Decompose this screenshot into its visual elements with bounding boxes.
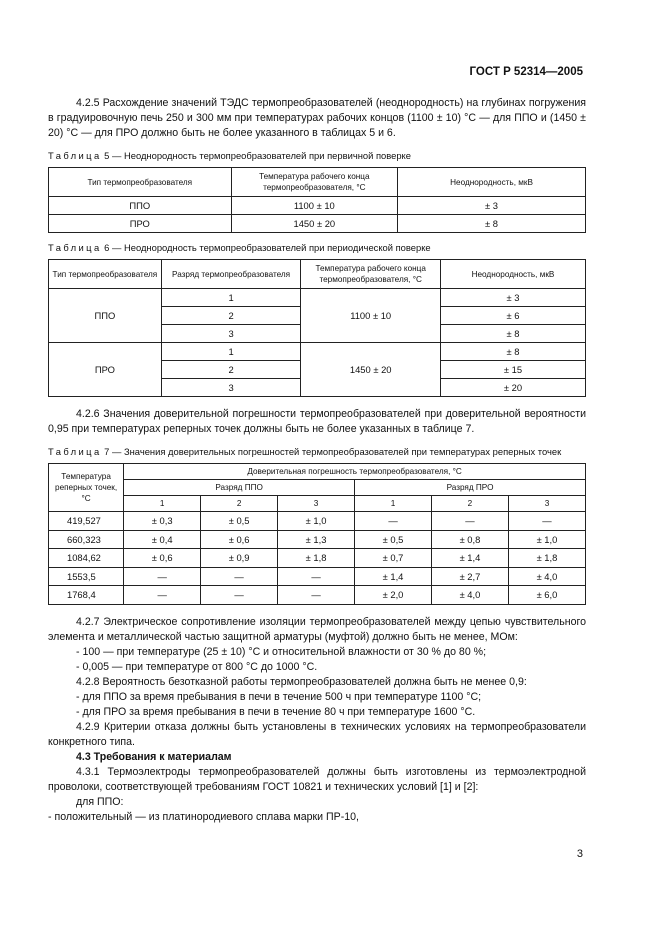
t7-cell: 1768,4 [49, 586, 124, 605]
t7-cell: ± 0,3 [124, 512, 201, 531]
paragraph-4-2-7-b: - 0,005 — при температуре от 800 °С до 1000 °С. [76, 660, 318, 673]
t7-header-pro: Разряд ПРО [355, 480, 586, 496]
table5-caption [48, 149, 586, 162]
t7-cell: ± 1,8 [278, 549, 355, 568]
paragraph-4-2-9: 4.2.9 Критерии отказа должны быть установлены в технических условиях на термопреобразователи конкретного типа. [48, 720, 586, 748]
t6-cell: ± 6 [440, 307, 585, 325]
t5-cell: 1450 ± 20 [231, 215, 397, 233]
t6-cell: 3 [161, 325, 301, 343]
table5-caption-label: Таблица [48, 150, 102, 161]
t6-temp-cell: 1450 ± 20 [301, 343, 441, 397]
t6-cell: ± 8 [440, 325, 585, 343]
t7-cell: ± 1,0 [508, 530, 585, 549]
t7-cell: ± 0,8 [431, 530, 508, 549]
t6-temp-cell: 1100 ± 10 [301, 289, 441, 343]
table-row [49, 530, 586, 549]
t6-cell: 1 [161, 289, 301, 307]
t6-type-cell: ПРО [49, 343, 162, 397]
t7-cell: ± 0,4 [124, 530, 201, 549]
t7-cell: ± 0,5 [201, 512, 278, 531]
t7-header-main: Доверительная погрешность термопреобразователя, °С [124, 464, 586, 480]
table7-caption-text: 7 — Значения доверительных погрешностей термопреобразователей при температурах реперных точек [104, 446, 562, 457]
t7-cell: ± 2,7 [431, 567, 508, 586]
paragraph-4-2-7-a: - 100 — при температуре (25 ± 10) °С и относительной влажности от 30 % до 80 %; [76, 645, 487, 658]
table-row [49, 215, 586, 233]
t6-cell: ± 8 [440, 343, 585, 361]
t7-cell: 1553,5 [49, 567, 124, 586]
t7-cell: — [355, 512, 432, 531]
table-7 [48, 463, 586, 605]
t5-header-nonuniformity: Неоднородность, мкВ [398, 168, 586, 197]
t7-cell: ± 0,6 [124, 549, 201, 568]
table-row [49, 567, 586, 586]
t7-cell: ± 1,4 [431, 549, 508, 568]
section-heading-4-3: 4.3 Требования к материалам [76, 750, 232, 763]
table6-caption-text: 6 — Неоднородность термопреобразователей при периодической поверке [104, 242, 431, 253]
t6-cell: 2 [161, 307, 301, 325]
t7-cell: ± 1,0 [278, 512, 355, 531]
t5-cell: ± 3 [398, 197, 586, 215]
t7-cell: — [124, 586, 201, 605]
t7-cell: 660,323 [49, 530, 124, 549]
t7-subheader: 2 [431, 496, 508, 512]
t7-cell: — [278, 586, 355, 605]
t7-cell: 1084,62 [49, 549, 124, 568]
t7-cell: — [278, 567, 355, 586]
t6-cell: 2 [161, 361, 301, 379]
t6-cell: ± 3 [440, 289, 585, 307]
document-header: ГОСТ Р 52314—2005 [469, 66, 583, 78]
t7-cell: ± 6,0 [508, 586, 585, 605]
t7-subheader: 3 [278, 496, 355, 512]
table-row [49, 197, 586, 215]
paragraph-4-2-7: 4.2.7 Электрическое сопротивление изоляции термопреобразователей между цепью чувствительного элемента и металлической частью защитной арматуры (муфтой) должно быть не менее, МОм: [48, 615, 586, 643]
t7-cell: 419,527 [49, 512, 124, 531]
t5-cell: ПРО [49, 215, 232, 233]
t7-header-temp: Температура реперных точек, °С [49, 464, 124, 512]
t6-header-class: Разряд термопреобразователя [161, 260, 301, 289]
paragraph-4-2-5: 4.2.5 Расхождение значений ТЭДС термопреобразователей (неоднородность) на глубинах погружения в градуировочную печь 250 и 300 мм при температурах рабочих концов (1100 ± 10) °С — для ППО и (1450 ± 20) °С — для ПРО должно быть не более указанного в таблицах 5 и 6. [48, 97, 586, 139]
t7-cell: ± 1,4 [355, 567, 432, 586]
t7-cell: — [508, 512, 585, 531]
t5-cell: ± 8 [398, 215, 586, 233]
t5-cell: 1100 ± 10 [231, 197, 397, 215]
t6-cell: 3 [161, 379, 301, 397]
t7-cell: ± 0,6 [201, 530, 278, 549]
t5-cell: ППО [49, 197, 232, 215]
paragraph-4-3-1: 4.3.1 Термоэлектроды термопреобразователей должны быть изготовлены из термоэлектродной проволоки, соответствующей требованиям ГОСТ 10821 и технических условий [1] и [2]: [48, 765, 586, 793]
paragraph-4-2-8-a: - для ППО за время пребывания в печи в течение 500 ч при температуре 1100 °С; [76, 690, 482, 703]
t7-subheader: 1 [355, 496, 432, 512]
t5-header-temp: Температура рабочего конца термопреобразователя, °С [231, 168, 397, 197]
table-6 [48, 259, 586, 397]
paragraph-positive: - положительный — из платинородиевого сплава марки ПР-10, [48, 810, 359, 823]
table-5 [48, 167, 586, 233]
t7-cell: — [201, 586, 278, 605]
t7-cell: — [431, 512, 508, 531]
paragraph-for-ppo: для ППО: [76, 795, 124, 808]
t7-cell: ± 0,5 [355, 530, 432, 549]
t7-subheader: 2 [201, 496, 278, 512]
table-row [49, 549, 586, 568]
t7-header-ppo: Разряд ППО [124, 480, 355, 496]
table6-caption [48, 241, 586, 254]
t7-subheader: 3 [508, 496, 585, 512]
t7-cell: ± 0,9 [201, 549, 278, 568]
page-content [48, 96, 586, 825]
paragraph-4-2-6: 4.2.6 Значения доверительной погрешности термопреобразователей при доверительной вероятности 0,95 при температурах реперных точек должны быть не более указанных в таблице 7. [48, 408, 586, 435]
table-row [49, 586, 586, 605]
table6-caption-label: Таблица [48, 242, 102, 253]
t7-cell: ± 1,3 [278, 530, 355, 549]
t6-type-cell: ППО [49, 289, 162, 343]
t7-cell: ± 4,0 [508, 567, 585, 586]
t6-header-nonuniformity: Неоднородность, мкВ [440, 260, 585, 289]
table5-caption-text: 5 — Неоднородность термопреобразователей при первичной поверке [104, 150, 411, 161]
table-row [49, 289, 586, 307]
t7-subheader: 1 [124, 496, 201, 512]
t7-cell: — [124, 567, 201, 586]
t6-header-type: Тип термопреобразователя [49, 260, 162, 289]
t6-cell: ± 20 [440, 379, 585, 397]
page-number: 3 [576, 848, 583, 860]
t6-cell: 1 [161, 343, 301, 361]
t7-cell: ± 4,0 [431, 586, 508, 605]
table7-caption [48, 445, 586, 458]
paragraph-4-2-8-b: - для ПРО за время пребывания в печи в течение 80 ч при температуре 1600 °С. [76, 705, 476, 718]
t6-header-temp: Температура рабочего конца термопреобразователя, °С [301, 260, 441, 289]
t7-cell: ± 1,8 [508, 549, 585, 568]
t5-header-type: Тип термопреобразователя [49, 168, 232, 197]
t7-cell: ± 0,7 [355, 549, 432, 568]
t6-cell: ± 15 [440, 361, 585, 379]
t7-cell: ± 2,0 [355, 586, 432, 605]
t7-cell: — [201, 567, 278, 586]
table-row [49, 343, 586, 361]
paragraph-4-2-8: 4.2.8 Вероятность безотказной работы термопреобразователей должна быть не менее 0,9: [76, 675, 527, 688]
table7-caption-label: Таблица [48, 446, 102, 457]
table-row [49, 512, 586, 531]
